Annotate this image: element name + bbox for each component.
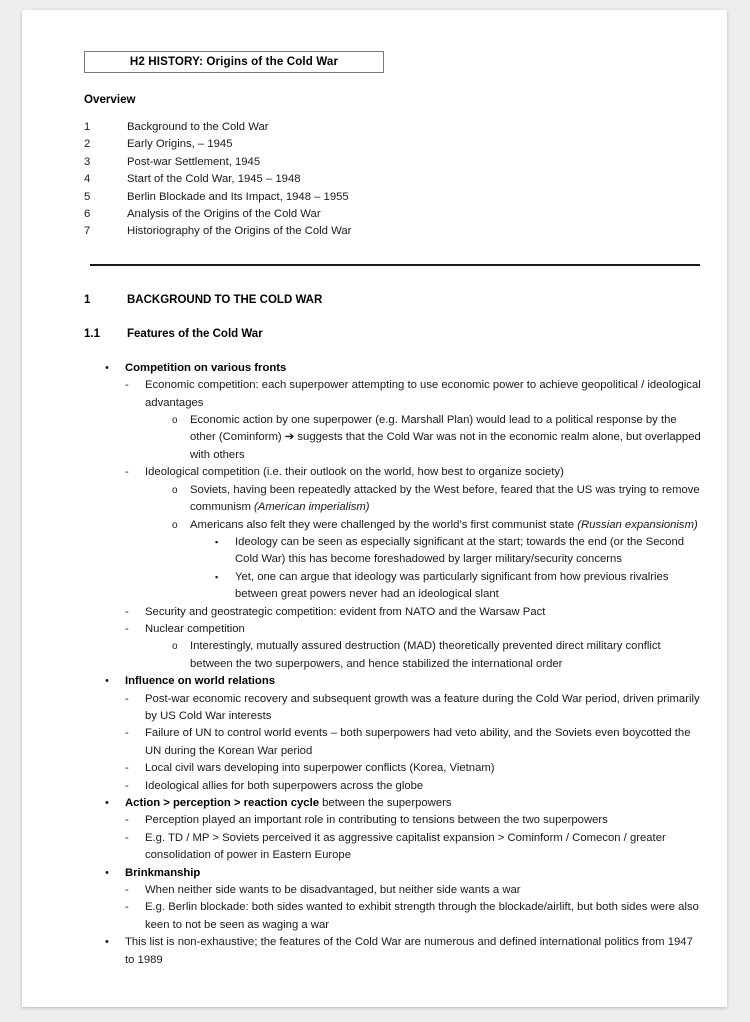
- bullet-item: [84, 569, 704, 604]
- disc-bullet-icon: •: [105, 936, 109, 949]
- subsection-number: 1.1: [84, 327, 100, 340]
- document-page: [22, 10, 727, 1007]
- overview-item-number: 5: [84, 190, 91, 203]
- bullet-text-part: Economic action by one superpower (e.g. Marshall Plan) would lead to a political response by the other (Cominform): [190, 414, 677, 444]
- bullet-item: [84, 691, 704, 726]
- bullet-text-part: suggests that the Cold War was not in the economic realm alone, but overlapped with others: [190, 431, 701, 461]
- disc-bullet-icon: •: [105, 361, 109, 374]
- bullet-text: Yet, one can argue that ideology was particularly significant from how previous rivalries between great powers never had an ideological slant: [235, 570, 669, 601]
- bullet-text: Ideology can be seen as especially significant at the start; towards the end (or the Second Cold War) this has become foreshadowed by larger military/security concerns: [235, 535, 685, 566]
- circle-bullet-icon: o: [172, 484, 178, 496]
- dash-bullet-icon: -: [125, 831, 129, 844]
- bullet-text: E.g. TD / MP > Soviets perceived it as aggressive capitalist expansion > Cominform / Comecon / greater consolidation of power in Eastern Europe: [145, 831, 666, 862]
- bullet-text-part: Americans also felt they were challenged by the world’s first communist state: [190, 518, 578, 531]
- subsection-title: Features of the Cold War: [127, 327, 263, 340]
- dash-bullet-icon: -: [125, 605, 129, 618]
- bullet-item: [84, 360, 704, 377]
- bullet-item: [84, 412, 704, 464]
- dash-bullet-icon: -: [125, 379, 129, 392]
- bullet-item: [84, 899, 704, 934]
- overview-item: [84, 171, 704, 188]
- bullet-text: Competition on various fronts: [125, 361, 287, 374]
- overview-item: [84, 189, 704, 206]
- overview-heading: Overview: [84, 93, 136, 106]
- bullet-text: [125, 795, 704, 812]
- document-content: [84, 51, 704, 969]
- bullet-text: Ideological allies for both superpowers across the globe: [145, 779, 424, 792]
- dash-bullet-icon: -: [125, 727, 129, 740]
- bullet-text-strong: Action > perception > reaction cycle: [125, 797, 319, 809]
- section-heading-1-1: [84, 326, 704, 343]
- overview-item-label: Post-war Settlement, 1945: [127, 155, 261, 168]
- section-number: 1: [84, 293, 91, 306]
- overview-item-label: Start of the Cold War, 1945 – 1948: [127, 173, 301, 186]
- section-title: BACKGROUND TO THE COLD WAR: [127, 293, 323, 306]
- overview-item: [84, 119, 704, 136]
- disc-bullet-icon: •: [105, 675, 109, 688]
- bullet-text: This list is non-exhaustive; the features of the Cold War are numerous and defined international politics from 1947 to 1989: [125, 936, 693, 966]
- overview-item: [84, 154, 704, 171]
- horizontal-rule: [90, 264, 700, 266]
- bullet-item: [84, 517, 704, 534]
- bullet-text: When neither side wants to be disadvantaged, but neither side wants a war: [145, 884, 521, 897]
- overview-item-number: 6: [84, 208, 91, 221]
- dash-bullet-icon: -: [125, 901, 129, 914]
- bullet-text: Post-war economic recovery and subsequent growth was a feature during the Cold War period, driven primarily by US Cold War interests: [145, 692, 700, 722]
- bullet-text: Local civil wars developing into superpower conflicts (Korea, Vietnam): [145, 762, 495, 775]
- overview-item-label: Berlin Blockade and Its Impact, 1948 – 1955: [127, 190, 349, 203]
- overview-item: [84, 206, 704, 223]
- bullet-text: Security and geostrategic competition: evident from NATO and the Warsaw Pact: [145, 605, 546, 618]
- circle-bullet-icon: o: [172, 415, 178, 427]
- square-bullet-icon: ▪: [215, 536, 219, 547]
- bullet-text: Failure of UN to control world events – both superpowers had veto ability, and the Soviets even boycotted the UN during the Korean War period: [145, 727, 691, 757]
- bullet-item: [84, 830, 704, 865]
- overview-item: [84, 136, 704, 153]
- overview-item-label: Historiography of the Origins of the Cold War: [127, 225, 352, 238]
- bullet-text-part: Soviets, having been repeatedly attacked by the West before, feared that the US was trying to remove communism: [190, 483, 700, 514]
- bullet-item: [84, 638, 704, 673]
- bullet-item: [84, 725, 704, 760]
- bullet-item: [84, 934, 704, 969]
- dash-bullet-icon: -: [125, 779, 129, 792]
- bullet-text: Influence on world relations: [125, 675, 276, 688]
- bullet-text: Interestingly, mutually assured destruction (MAD) theoretically prevented direct military conflict between the two superpowers, and hence stabilized the international order: [190, 640, 661, 670]
- dash-bullet-icon: -: [125, 466, 129, 479]
- overview-item-label: Early Origins, – 1945: [127, 138, 233, 151]
- dash-bullet-icon: -: [125, 622, 129, 635]
- bullet-item: [84, 812, 704, 829]
- dash-bullet-icon: -: [125, 762, 129, 775]
- overview-item-label: Analysis of the Origins of the Cold War: [127, 208, 321, 221]
- bullet-text: [190, 412, 704, 464]
- disc-bullet-icon: •: [105, 866, 109, 879]
- bullet-text: Ideological competition (i.e. their outlook on the world, how best to organize society): [145, 466, 564, 479]
- bullet-item: [84, 882, 704, 899]
- disc-bullet-icon: •: [105, 797, 109, 809]
- overview-item-number: 1: [84, 121, 91, 133]
- overview-item-number: 4: [84, 173, 91, 186]
- document-title-box: H2 HISTORY: Origins of the Cold War: [84, 51, 384, 73]
- bullet-item: [84, 778, 704, 795]
- overview-item-number: 7: [84, 225, 91, 238]
- overview-item: [84, 223, 704, 240]
- bullet-item: [84, 377, 704, 412]
- bullet-item: [84, 482, 704, 517]
- overview-item-label: Background to the Cold War: [127, 121, 269, 133]
- arrow-icon: ➔: [284, 431, 295, 444]
- section-heading-1: [84, 292, 704, 309]
- dash-bullet-icon: -: [125, 692, 129, 705]
- overview-item-number: 3: [84, 155, 91, 168]
- bullet-text: [190, 482, 704, 517]
- circle-bullet-icon: o: [172, 519, 178, 531]
- bullet-text-emphasis: (American imperialism): [254, 501, 370, 514]
- bullet-text-part: between the superpowers: [319, 797, 452, 809]
- circle-bullet-icon: o: [172, 641, 178, 653]
- bullet-item: [84, 795, 704, 812]
- bullet-text: Economic competition: each superpower attempting to use economic power to achieve geopolitical / ideological advantages: [145, 379, 701, 409]
- bullet-item: [84, 673, 704, 690]
- bullet-text: Nuclear competition: [145, 622, 245, 635]
- bullet-text: Brinkmanship: [125, 866, 201, 879]
- bullet-text-emphasis: (Russian expansionism): [577, 518, 698, 531]
- bullet-item: [84, 760, 704, 777]
- overview-item-number: 2: [84, 138, 91, 151]
- bullet-item: [84, 464, 704, 481]
- dash-bullet-icon: -: [125, 814, 129, 827]
- bullet-item: [84, 534, 704, 569]
- bullet-text: [190, 517, 704, 534]
- bullet-item: [84, 621, 704, 638]
- bullet-item: [84, 865, 704, 882]
- overview-list: [84, 119, 704, 241]
- dash-bullet-icon: -: [125, 884, 129, 897]
- bullet-text: E.g. Berlin blockade: both sides wanted to exhibit strength through the blockade/airlift, but both sides were also keen to not be seen as waging a war: [145, 901, 699, 931]
- square-bullet-icon: ▪: [215, 571, 219, 582]
- bullet-item: [84, 604, 704, 621]
- bullet-text: Perception played an important role in contributing to tensions between the two superpowers: [145, 814, 608, 827]
